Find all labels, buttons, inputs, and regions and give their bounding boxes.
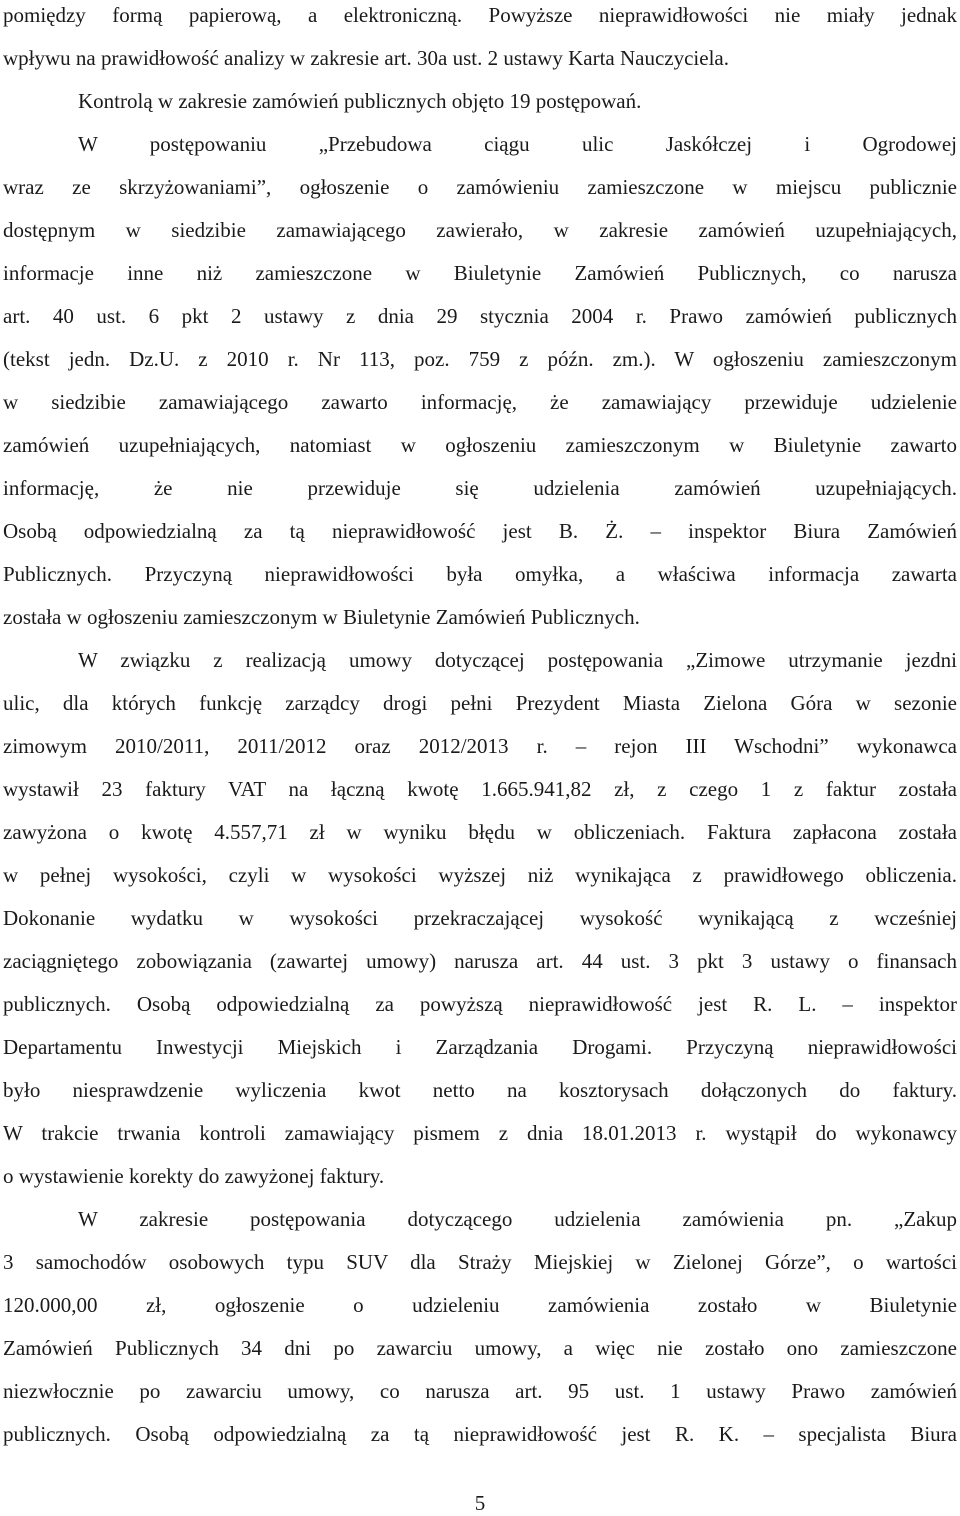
text-line: zamówień uzupełniających, natomiast w ogłoszeniu zamieszczonym w Biuletynie zawarto: [3, 433, 957, 457]
text-line: ulic, dla których funkcję zarządcy drogi pełni Prezydent Miasta Zielona Góra w sezonie: [3, 691, 957, 715]
text-line: art. 40 ust. 6 pkt 2 ustawy z dnia 29 stycznia 2004 r. Prawo zamówień publicznych: [3, 304, 957, 328]
text-line: zaciągniętego zobowiązania (zawartej umowy) narusza art. 44 ust. 3 pkt 3 ustawy o finansach: [3, 949, 957, 973]
text-line: W trakcie trwania kontroli zamawiający pismem z dnia 18.01.2013 r. wystąpił do wykonawcy: [3, 1121, 957, 1145]
text-line: niezwłocznie po zawarciu umowy, co narusza art. 95 ust. 1 ustawy Prawo zamówień: [3, 1379, 957, 1403]
text-line: dostępnym w siedzibie zamawiającego zawierało, w zakresie zamówień uzupełniających,: [3, 218, 957, 242]
text-line: 120.000,00 zł, ogłoszenie o udzieleniu zamówienia zostało w Biuletynie: [3, 1293, 957, 1317]
text-line: w pełnej wysokości, czyli w wysokości wyższej niż wynikająca z prawidłowego obliczenia.: [3, 863, 957, 887]
text-line: zawyżona o kwotę 4.557,71 zł w wyniku błędu w obliczeniach. Faktura zapłacona została: [3, 820, 957, 844]
text-line: została w ogłoszeniu zamieszczonym w Biuletynie Zamówień Publicznych.: [3, 605, 640, 629]
text-line: W zakresie postępowania dotyczącego udzielenia zamówienia pn. „Zakup: [78, 1207, 957, 1231]
text-line: Publicznych. Przyczyną nieprawidłowości była omyłka, a właściwa informacja zawarta: [3, 562, 957, 586]
text-line: W związku z realizacją umowy dotyczącej postępowania „Zimowe utrzymanie jezdni: [78, 648, 957, 672]
text-line: Zamówień Publicznych 34 dni po zawarciu umowy, a więc nie zostało ono zamieszczone: [3, 1336, 957, 1360]
text-line: publicznych. Osobą odpowiedzialną za powyższą nieprawidłowość jest R. L. – inspektor: [3, 992, 957, 1016]
text-line: wystawił 23 faktury VAT na łączną kwotę 1.665.941,82 zł, z czego 1 z faktur została: [3, 777, 957, 801]
text-line: wraz ze skrzyżowaniami”, ogłoszenie o zamówieniu zamieszczone w miejscu publicznie: [3, 175, 957, 199]
text-line: 3 samochodów osobowych typu SUV dla Straży Miejskiej w Zielonej Górze”, o wartości: [3, 1250, 957, 1274]
text-line: Departamentu Inwestycji Miejskich i Zarządzania Drogami. Przyczyną nieprawidłowości: [3, 1035, 957, 1059]
text-line: informację, że nie przewiduje się udzielenia zamówień uzupełniających.: [3, 476, 957, 500]
text-line: Dokonanie wydatku w wysokości przekraczającej wysokość wynikającą z wcześniej: [3, 906, 957, 930]
text-line: (tekst jedn. Dz.U. z 2010 r. Nr 113, poz. 759 z późn. zm.). W ogłoszeniu zamieszczonym: [3, 347, 957, 371]
text-line: zimowym 2010/2011, 2011/2012 oraz 2012/2013 r. – rejon III Wschodni” wykonawca: [3, 734, 957, 758]
page-number: 5: [474, 1491, 486, 1515]
text-line: pomiędzy formą papierową, a elektroniczną. Powyższe nieprawidłowości nie miały jednak: [3, 3, 957, 27]
text-line: w siedzibie zamawiającego zawarto informację, że zamawiający przewiduje udzielenie: [3, 390, 957, 414]
text-line: Kontrolą w zakresie zamówień publicznych objęto 19 postępowań.: [78, 89, 642, 113]
text-line: było niesprawdzenie wyliczenia kwot netto na kosztorysach dołączonych do faktury.: [3, 1078, 957, 1102]
text-line: informacje inne niż zamieszczone w Biuletynie Zamówień Publicznych, co narusza: [3, 261, 957, 285]
text-line: wpływu na prawidłowość analizy w zakresie art. 30a ust. 2 ustawy Karta Nauczyciela.: [3, 46, 729, 70]
text-line: W postępowaniu „Przebudowa ciągu ulic Jaskółczej i Ogrodowej: [78, 132, 957, 156]
text-line: publicznych. Osobą odpowiedzialną za tą nieprawidłowość jest R. K. – specjalista Biura: [3, 1422, 957, 1446]
text-line: o wystawienie korekty do zawyżonej faktury.: [3, 1164, 385, 1188]
text-line: Osobą odpowiedzialną za tą nieprawidłowość jest B. Ż. – inspektor Biura Zamówień: [3, 519, 957, 543]
